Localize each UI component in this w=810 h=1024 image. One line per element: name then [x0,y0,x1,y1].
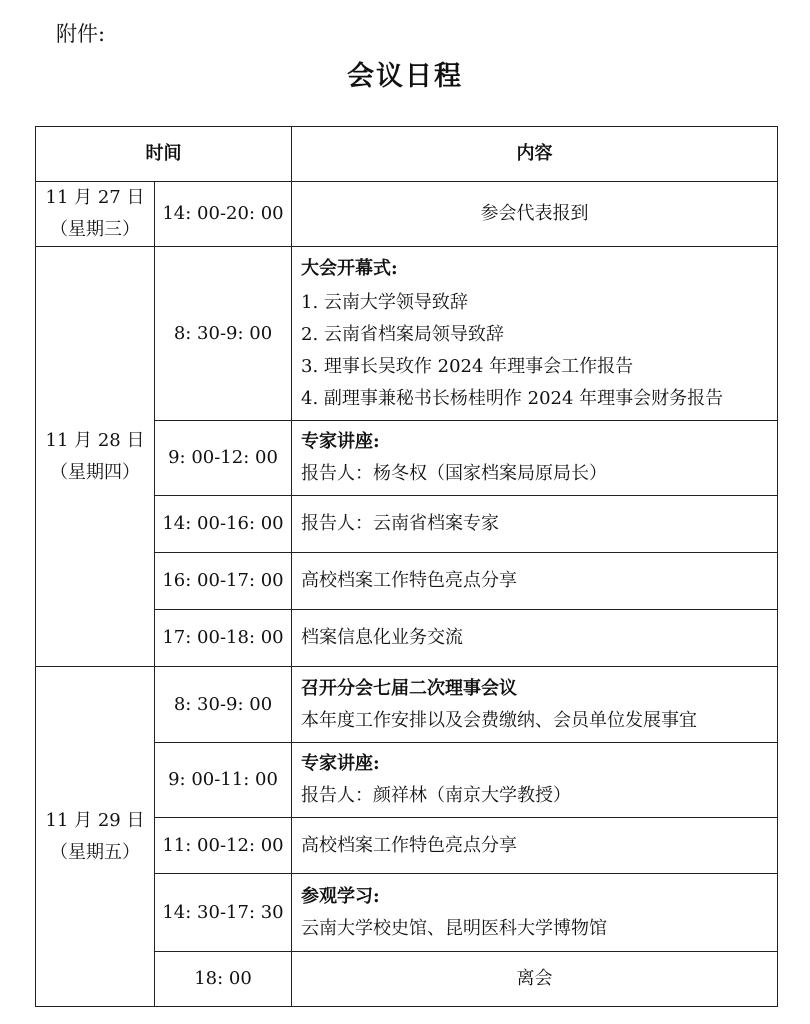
weekday-label: （星期四） [50,461,140,483]
weekday-label: （星期五） [50,841,140,863]
date-label: 11 月 29 日 [45,809,145,831]
content-cell: 参会代表报到 [292,182,778,247]
session-detail: 报告人：颜祥林（南京大学教授） [301,785,571,806]
content-cell [292,421,778,496]
table-header-row [36,127,778,182]
agenda-item: 4. 副理事兼秘书长杨桂明作 2024 年理事会财务报告 [301,387,724,409]
weekday-label: （星期三） [50,219,140,240]
content-cell [292,247,778,421]
time-cell: 17: 00-18: 00 [155,610,292,667]
time-cell: 9: 00-12: 00 [155,421,292,496]
session-heading: 专家讲座: [301,431,380,452]
content-cell: 高校档案工作特色亮点分享 [292,818,778,874]
content-cell [292,667,778,743]
date-cell [36,247,155,667]
content-cell [292,874,778,952]
time-cell: 9: 00-11: 00 [155,743,292,818]
session-heading: 召开分会七届二次理事会议 [301,677,517,699]
content-cell: 离会 [292,952,778,1007]
date-label: 11 月 27 日 [45,187,145,208]
content-cell: 档案信息化业务交流 [292,610,778,667]
session-heading: 专家讲座: [301,753,380,774]
header-content: 内容 [292,127,778,182]
header-time: 时间 [36,127,292,182]
session-detail: 本年度工作安排以及会费缴纳、会员单位发展事宜 [301,709,697,731]
table-row [36,182,778,247]
date-label: 11 月 28 日 [45,429,145,451]
time-cell: 16: 00-17: 00 [155,553,292,610]
agenda-item: 2. 云南省档案局领导致辞 [301,323,504,345]
agenda-item: 3. 理事长吴玫作 2024 年理事会工作报告 [301,355,634,377]
attachment-label: 附件: [56,22,106,46]
date-cell [36,667,155,1007]
date-cell [36,182,155,247]
content-cell [292,743,778,818]
agenda-item: 1. 云南大学领导致辞 [301,291,468,313]
time-cell: 14: 00-16: 00 [155,496,292,553]
session-detail: 报告人：杨冬权（国家档案局原局长） [301,463,607,484]
schedule-table [35,126,778,1007]
session-detail: 云南大学校史馆、昆明医科大学博物馆 [301,917,607,939]
time-cell: 8: 30-9: 00 [155,247,292,421]
content-cell: 报告人：云南省档案专家 [292,496,778,553]
time-cell: 14: 30-17: 30 [155,874,292,952]
time-cell: 8: 30-9: 00 [155,667,292,743]
table-row [36,667,778,743]
session-heading: 参观学习: [301,885,380,907]
time-cell: 14: 00-20: 00 [155,182,292,247]
session-heading: 大会开幕式: [301,257,398,279]
table-row [36,247,778,421]
time-cell: 11: 00-12: 00 [155,818,292,874]
content-cell: 高校档案工作特色亮点分享 [292,553,778,610]
page-title: 会议日程 [347,61,463,92]
time-cell: 18: 00 [155,952,292,1007]
